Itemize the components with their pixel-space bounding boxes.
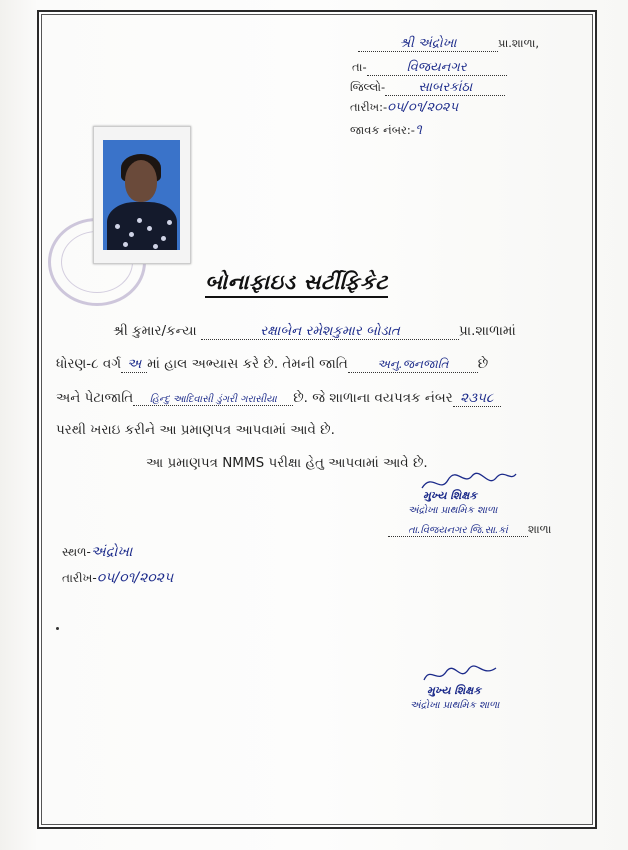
body-line-2 — [56, 356, 488, 373]
line3-prefix: અને પેટાજાતિ — [56, 390, 134, 406]
line1-prefix: શ્રી કુમાર/કન્યા — [113, 323, 197, 339]
student-name-value: રક્ષાબેન રમેશકુમાર બોડાત — [201, 323, 459, 340]
caste-value: અનુ.જનજાતિ — [348, 357, 478, 373]
header-date-value: ૦૫/૦૧/૨૦૨૫ — [387, 100, 459, 115]
certificate-title: બોનાફાઇડ સર્ટીફિકેટ — [205, 270, 388, 298]
footer-date-value: ૦૫/૦૧/૨૦૨૫ — [96, 570, 174, 586]
signature-school-line — [388, 522, 551, 537]
header-taluka-line — [352, 60, 507, 76]
district-label: જિલ્લો- — [350, 80, 386, 94]
signature-school-suffix: શાળા — [528, 522, 552, 536]
ink-dot — [56, 627, 59, 630]
footer-date-label: તારીખ- — [62, 571, 97, 585]
register-number-value: ૨૩૫૮ — [453, 390, 501, 407]
student-photo — [93, 126, 191, 264]
header-date-label: તારીખ:- — [350, 100, 388, 114]
header-district-line — [350, 80, 505, 96]
principal-role-stamp: મુખ્ય શિક્ષક — [423, 489, 478, 502]
header-school-line — [358, 36, 539, 52]
place-value: અંદ્રોખા — [90, 544, 133, 560]
school-suffix: પ્રા.શાળા, — [498, 36, 540, 50]
taluka-label: તા- — [352, 60, 367, 74]
body-line-4: પરથી ખરાઇ કરીને આ પ્રમાણપત્ર આપવામાં આવે છે. — [56, 422, 335, 438]
district-value: સાબરકાંઠા — [385, 80, 505, 96]
school-stamp-line: અંદ્રોખા પ્રાથમિક શાળા — [408, 505, 498, 516]
school-name-value: શ્રી અંદ્રોખા — [358, 36, 498, 52]
photo-image — [103, 140, 180, 250]
line2-suffix: છે — [477, 356, 489, 372]
taluka-value: વિજયનગર — [367, 60, 507, 76]
subcaste-value: હિન્દુ આદિવાસી ડુંગરી ગરાસીયા — [133, 394, 293, 406]
body-line-1 — [113, 323, 516, 340]
body-line-3 — [56, 390, 501, 407]
signature-school-value: તા.વિજયનગર જિ.સા.કાં — [388, 525, 528, 537]
lower-role-stamp: મુખ્ય શિક્ષક — [427, 684, 482, 697]
footer-place-line — [62, 544, 132, 560]
line2-middle: માં હાલ અભ્યાસ કરે છે. તેમની જાતિ — [147, 356, 348, 372]
header-outward-line — [350, 122, 422, 138]
place-label: સ્થળ- — [62, 545, 91, 559]
line2-prefix: ધોરણ-૮ વર્ગ — [56, 356, 122, 372]
line1-suffix: પ્રા.શાળામાં — [459, 323, 516, 339]
outward-value: ૧ — [414, 122, 422, 138]
outward-label: જાવક નંબર:- — [350, 123, 415, 137]
line3-middle: છે. જે શાળાના વયપત્રક નંબર — [293, 390, 453, 406]
lower-stamp-line: અંદ્રોખા પ્રાથમિક શાળા — [410, 700, 500, 711]
photo-face — [125, 160, 157, 202]
footer-date-line — [62, 570, 173, 586]
header-date-line — [350, 100, 458, 115]
body-line-5: આ પ્રમાણપત્ર NMMS પરીક્ષા હેતુ આપવામાં આવે છે. — [146, 455, 428, 471]
class-value: અ — [121, 356, 147, 373]
